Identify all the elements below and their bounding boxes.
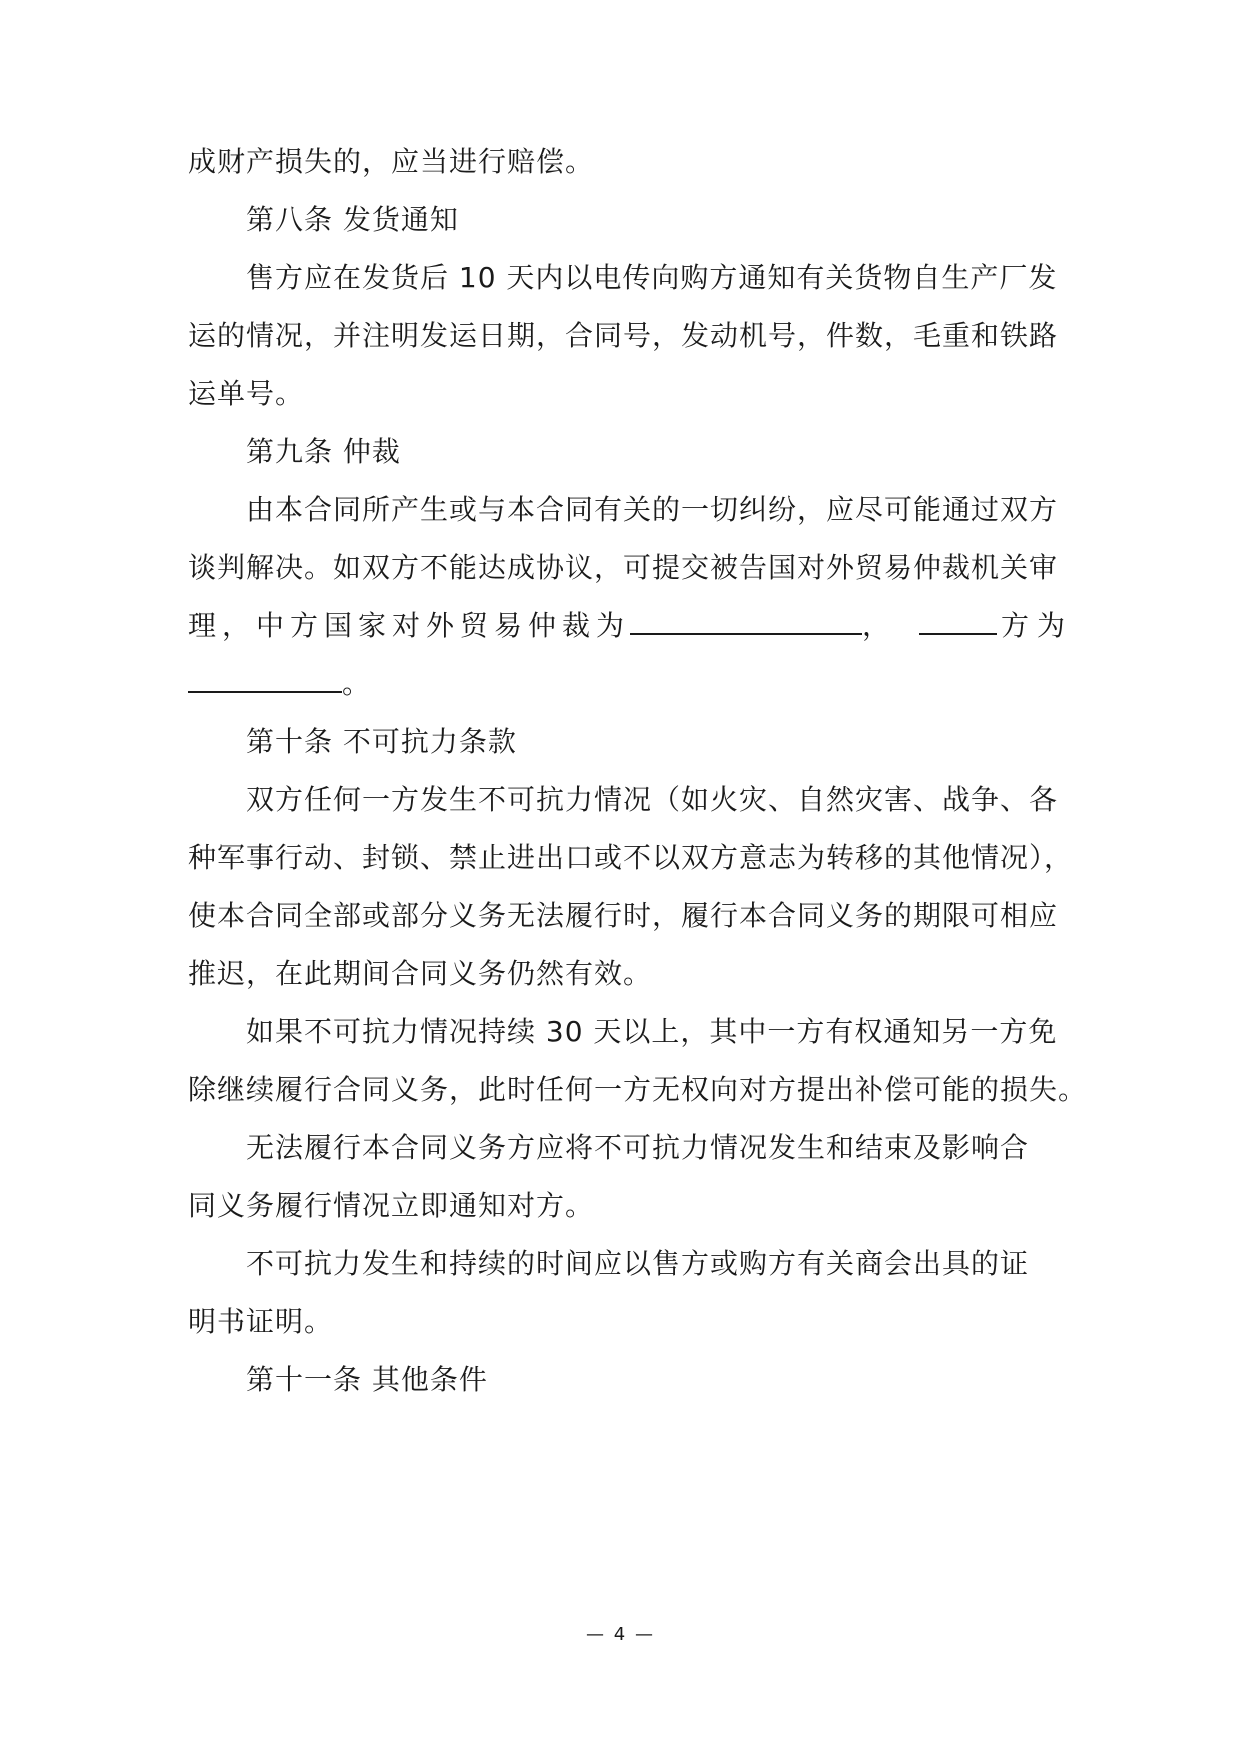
article-11-title: 第十一条 其他条件 (246, 1363, 488, 1396)
text-line: 由本合同所产生或与本合同有关的一切纠纷，应尽可能通过双方 (246, 493, 1059, 526)
text-line: 同义务履行情况立即通知对方。 (188, 1189, 595, 1222)
text-line: 明书证明。 (188, 1305, 334, 1338)
text-line: 如果不可抗力情况持续 30 天以上，其中一方有权通知另一方免 (246, 1015, 1058, 1048)
text-line-with-blanks (188, 664, 371, 704)
fill-in-blank (188, 665, 342, 693)
text-line: 使本合同全部或部分义务无法履行时，履行本合同义务的期限可相应 (188, 899, 1059, 932)
text-segment: 方为 (1001, 609, 1074, 642)
text-line: 除继续履行合同义务，此时任何一方无权向对方提出补偿可能的损失。 (188, 1073, 1088, 1106)
text-line: 谈判解决。如双方不能达成协议，可提交被告国对外贸易仲裁机关审 (188, 551, 1059, 584)
text-line: 售方应在发货后 10 天内以电传向购方通知有关货物自生产厂发 (246, 261, 1058, 294)
text-segment: 理，中方国家对外贸易仲裁为 (188, 609, 631, 642)
text-segment: ， (862, 609, 892, 642)
fill-in-blank (630, 607, 862, 635)
text-line: 双方任何一方发生不可抗力情况（如火灾、自然灾害、战争、各 (246, 783, 1059, 816)
text-line: 推迟，在此期间合同义务仍然有效。 (188, 957, 653, 990)
text-line: 不可抗力发生和持续的时间应以售方或购方有关商会出具的证 (246, 1247, 1030, 1280)
text-line: 无法履行本合同义务方应将不可抗力情况发生和结束及影响合 (246, 1131, 1030, 1164)
text-line: 运的情况，并注明发运日期，合同号，发动机号，件数，毛重和铁路 (188, 319, 1059, 352)
text-line: 种军事行动、封锁、禁止进出口或不以双方意志为转移的其他情况）， (188, 841, 1074, 874)
article-10-title: 第十条 不可抗力条款 (246, 725, 517, 758)
text-line: 成财产损失的，应当进行赔偿。 (188, 145, 595, 178)
text-segment: 。 (342, 667, 372, 700)
page-number: — 4 — (586, 1624, 655, 1645)
article-9-title: 第九条 仲裁 (246, 435, 401, 468)
fill-in-blank (919, 607, 997, 635)
text-line: 运单号。 (188, 377, 305, 410)
article-8-title: 第八条 发货通知 (246, 203, 459, 236)
text-line-with-blanks (188, 606, 1074, 646)
